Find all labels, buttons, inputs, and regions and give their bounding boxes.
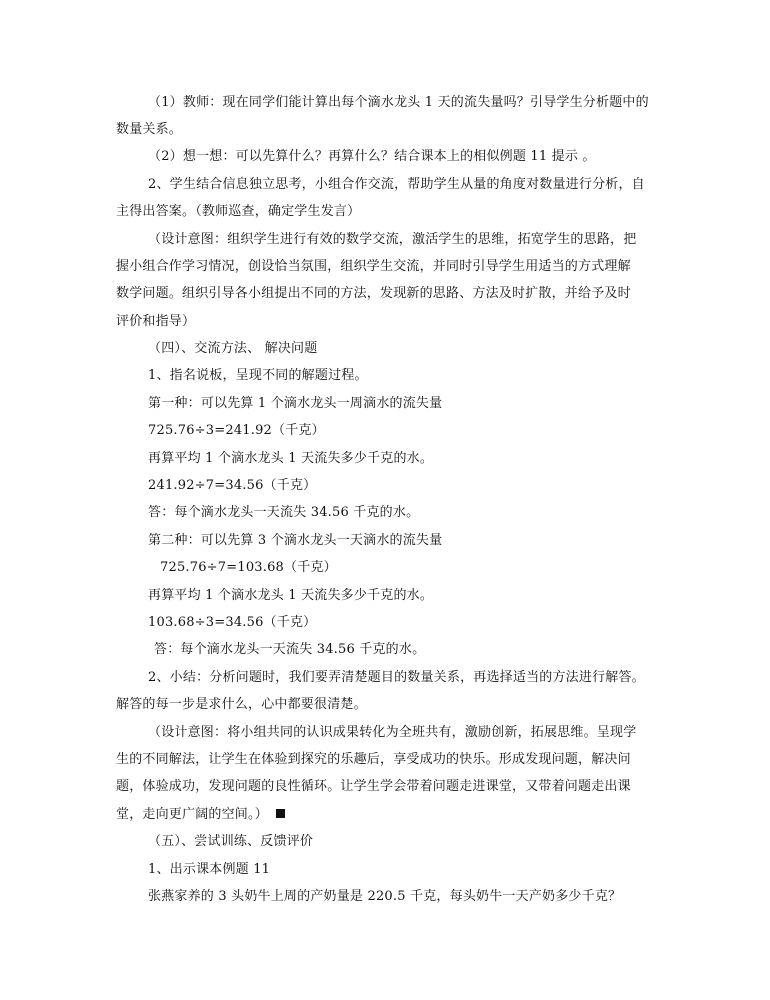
text-line: （设计意图：组织学生进行有效的数学交流，激活学生的思维，拓宽学生的思路，把: [148, 232, 637, 247]
formula-line: 103.68÷3=34.56（千克）: [148, 615, 317, 630]
text-line: 题，体验成功，发现问题的良性循环。让学生学会带着问题走进课堂，又带着问题走出课: [116, 779, 631, 794]
text-line: 解答的每一步是求什么，心中都要很清楚。: [116, 697, 367, 712]
text-line: 数学问题。组织引导各小组提出不同的方法，发现新的思路、方法及时扩散，并给予及时: [116, 286, 631, 301]
section-heading: （四）、交流方法、 解决问题: [148, 341, 318, 356]
text-line: 2、学生结合信息独立思考，小组合作交流，帮助学生从量的角度对数量进行分析，自: [148, 177, 645, 192]
formula-line: 725.76÷3=241.92（千克）: [148, 423, 325, 438]
formula-line: 725.76÷7=103.68（千克）: [160, 560, 337, 575]
text-line: 主得出答案。（教师巡查，确定学生发言）: [116, 204, 361, 219]
text-line: 张燕家养的 3 头奶牛上周的产奶量是 220.5 千克，每头奶牛一天产奶多少千克？: [148, 889, 622, 904]
text-line: 第二种：可以先算 3 个滴水龙头一天滴水的流失量: [148, 533, 443, 548]
text-line: 生的不同解法，让学生在体验到探究的乐趣后，享受成功的快乐。形成发现问题，解决问: [116, 752, 631, 767]
text-line: 评价和指导）: [116, 314, 196, 329]
text-line-with-marker: [116, 806, 285, 824]
text-line: （1）教师：现在同学们能计算出每个滴水龙头 1 天的流失量吗？引导学生分析题中的: [148, 95, 649, 110]
text-line: 1、指名说板，呈现不同的解题过程。: [148, 368, 368, 383]
text-line: 2、小结：分析问题时，我们要弄清楚题目的数量关系，再选择适当的方法进行解答。: [148, 670, 645, 685]
answer-line: 答：每个滴水龙头一天流失 34.56 千克的水。: [154, 642, 426, 657]
text-line: 再算平均 1 个滴水龙头 1 天流失多少千克的水。: [148, 451, 434, 466]
formula-line: 241.92÷7=34.56（千克）: [148, 478, 317, 493]
text-line: 再算平均 1 个滴水龙头 1 天流失多少千克的水。: [148, 588, 434, 603]
section-heading: （五）、尝试训练、反馈评价: [148, 834, 314, 849]
text-line: （设计意图：将小组共同的认识成果转化为全班共有，激励创新，拓展思维。呈现学: [148, 725, 637, 740]
text-line: 1、出示课本例题 11: [148, 862, 271, 877]
answer-line: 答：每个滴水龙头一天流失 34.56 千克的水。: [148, 505, 420, 520]
text-line: 第一种：可以先算 1 个滴水龙头一周滴水的流失量: [148, 396, 443, 411]
text-line: 握小组合作学习情况，创设恰当氛围，组织学生交流，并同时引导学生用适当的方式理解: [116, 259, 631, 274]
text-line: 数量关系。: [116, 122, 183, 137]
text-line: 堂，走向更广阔的空间。）: [116, 807, 268, 822]
text-line: （2）想一想：可以先算什么？再算什么？结合课本上的相似例题 11 提示 。: [148, 149, 596, 164]
black-square-marker: [276, 809, 285, 818]
